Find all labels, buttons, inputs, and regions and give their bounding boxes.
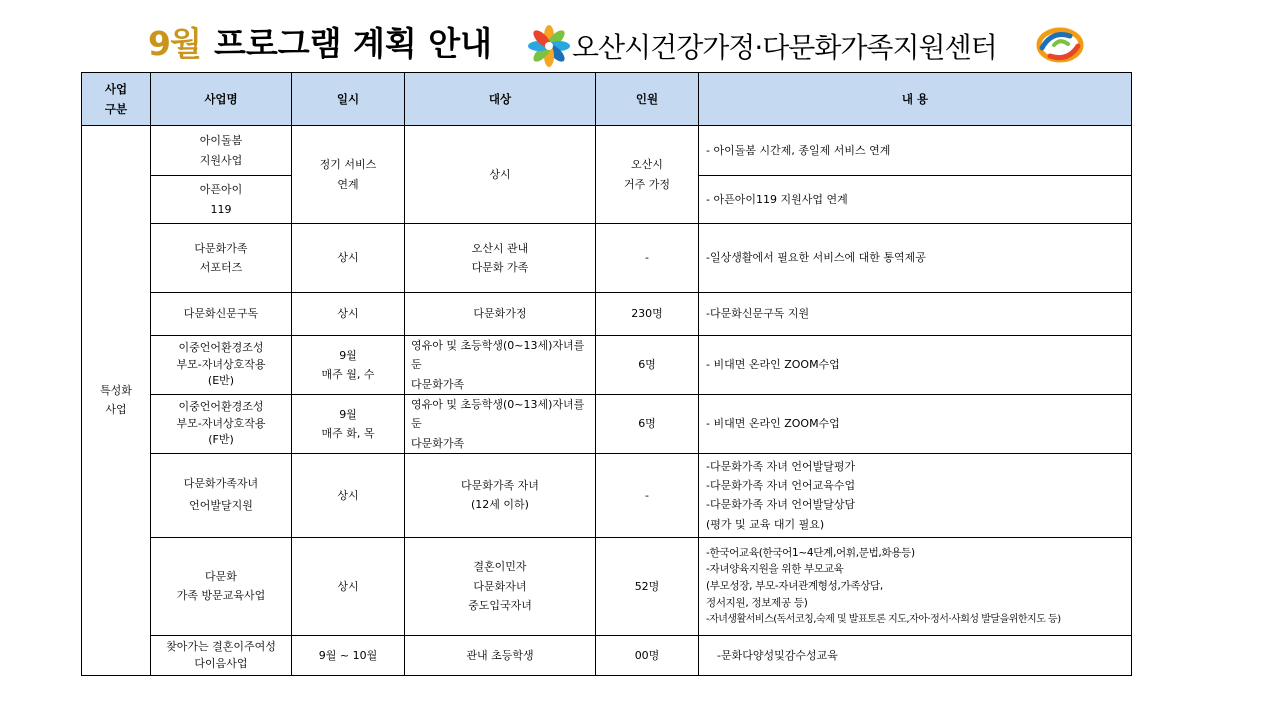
- program-detail: - 비대면 온라인 ZOOM수업: [699, 395, 1132, 454]
- swirl-logo-icon: [1036, 26, 1084, 64]
- program-target: 다문화가정: [405, 293, 596, 336]
- program-date: 9월 매주 월, 수: [292, 336, 405, 395]
- program-count: 230명: [596, 293, 699, 336]
- program-target: 결혼이민자 다문화자녀 중도입국자녀: [405, 537, 596, 635]
- table-row: [82, 537, 1132, 635]
- program-detail: -문화다양성및감수성교육: [699, 635, 1132, 675]
- program-date: 9월 ~ 10월: [292, 635, 405, 675]
- title-bar: [0, 14, 1280, 70]
- program-detail: -일상생활에서 필요한 서비스에 대한 통역제공: [699, 224, 1132, 293]
- program-name: 다문화 가족 방문교육사업: [151, 537, 292, 635]
- header-count: 인원: [596, 73, 699, 126]
- program-target: 상시: [405, 126, 596, 224]
- title-month: 9월: [148, 24, 201, 63]
- header-category: 사업 구분: [82, 73, 151, 126]
- program-detail: -다문화가족 자녀 언어발달평가 -다문화가족 자녀 언어교육수업 -다문화가족 자녀 언어발달상담 (평가 및 교육 대기 필요): [699, 453, 1132, 537]
- header-date: 일시: [292, 73, 405, 126]
- program-count: 00명: [596, 635, 699, 675]
- program-count: 52명: [596, 537, 699, 635]
- program-target: 영유아 및 초등학생(0~13세)자녀를 둔 다문화가족: [405, 395, 596, 454]
- header-content: 내 용: [699, 73, 1132, 126]
- table-row: [82, 395, 1132, 454]
- table-row: [82, 336, 1132, 395]
- program-name: 이중언어환경조성 부모-자녀상호작용 (E반): [151, 336, 292, 395]
- program-date: 9월 매주 화, 목: [292, 395, 405, 454]
- table-row: [82, 293, 1132, 336]
- program-name: 다문화가족자녀 언어발달지원: [151, 453, 292, 537]
- program-count: 6명: [596, 395, 699, 454]
- header-target: 대상: [405, 73, 596, 126]
- program-target: 오산시 관내 다문화 가족: [405, 224, 596, 293]
- program-name: 아이돌봄 지원사업: [151, 126, 292, 176]
- program-table: [81, 72, 1132, 676]
- program-date: 상시: [292, 537, 405, 635]
- program-target: 다문화가족 자녀 (12세 이하): [405, 453, 596, 537]
- program-count: 6명: [596, 336, 699, 395]
- program-date: 상시: [292, 293, 405, 336]
- program-count: -: [596, 453, 699, 537]
- table-row: [82, 635, 1132, 675]
- program-detail: -다문화신문구독 지원: [699, 293, 1132, 336]
- header-name: 사업명: [151, 73, 292, 126]
- program-date: 상시: [292, 453, 405, 537]
- flower-logo-icon: [527, 24, 571, 68]
- program-detail: - 비대면 온라인 ZOOM수업: [699, 336, 1132, 395]
- category-cell: 특성화 사업: [82, 126, 151, 676]
- program-date: 상시: [292, 224, 405, 293]
- program-target: 영유아 및 초등학생(0~13세)자녀를 둔 다문화가족: [405, 336, 596, 395]
- program-date: 정기 서비스 연계: [292, 126, 405, 224]
- program-name: 아픈아이 119: [151, 176, 292, 224]
- program-name: 찾아가는 결혼이주여성 다이음사업: [151, 635, 292, 675]
- program-detail: - 아픈아이119 지원사업 연계: [699, 176, 1132, 224]
- program-name: 이중언어환경조성 부모-자녀상호작용 (F반): [151, 395, 292, 454]
- program-detail: -한국어교육(한국어1~4단계,어휘,문법,화용등) -자녀양육지원을 위한 부모교육 (부모성장, 부모-자녀관계형성,가족상담, 정서지원, 정보제공 등) -자녀생활서비스(독서코칭,숙제 및 발표토론 지도,자아·정서·사회성 발달을위한지도 등): [699, 537, 1132, 635]
- program-name: 다문화가족 서포터즈: [151, 224, 292, 293]
- program-target: 관내 초등학생: [405, 635, 596, 675]
- page-title: 프로그램 계획 안내: [214, 24, 493, 63]
- table-row: [82, 126, 1132, 176]
- program-detail: - 아이돌봄 시간제, 종일제 서비스 연계: [699, 126, 1132, 176]
- center-name: 오산시건강가정·다문화가족지원센터: [572, 31, 997, 64]
- program-name: 다문화신문구독: [151, 293, 292, 336]
- table-header-row: [82, 73, 1132, 126]
- program-count: 오산시 거주 가정: [596, 126, 699, 224]
- table-row: [82, 224, 1132, 293]
- program-count: -: [596, 224, 699, 293]
- table-row: [82, 453, 1132, 537]
